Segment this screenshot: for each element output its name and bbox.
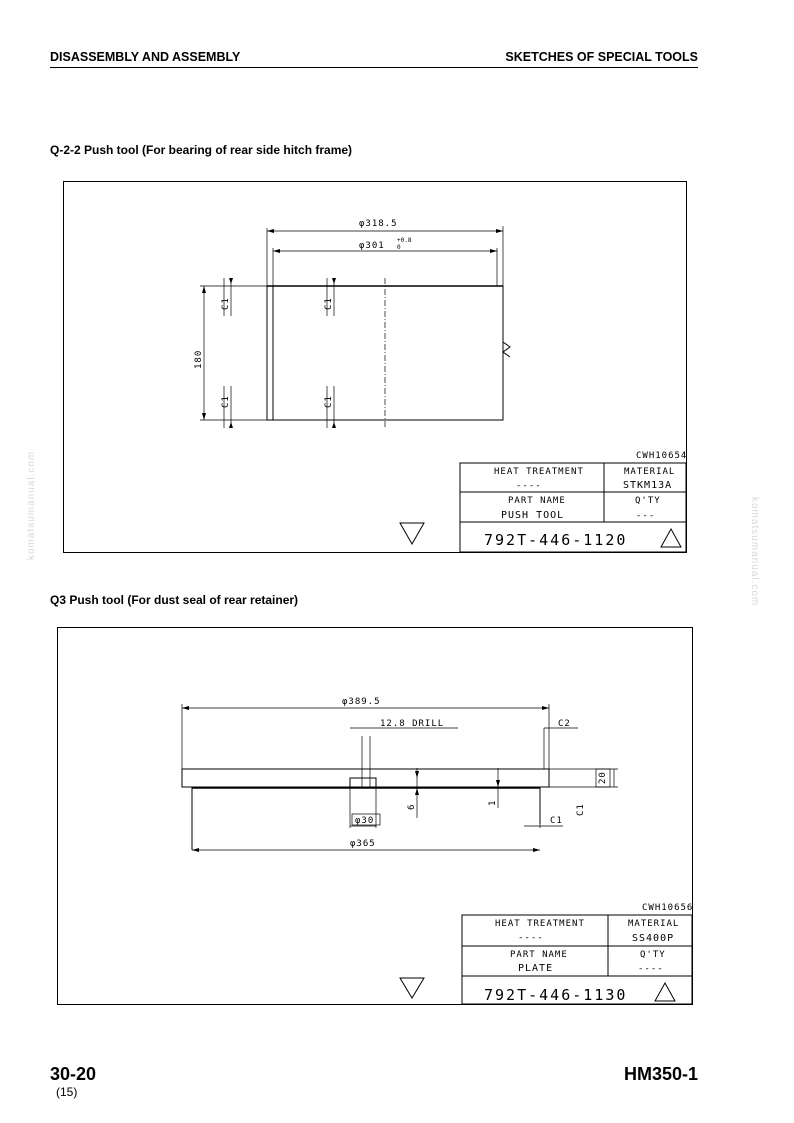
header-section-title: DISASSEMBLY AND ASSEMBLY: [50, 50, 241, 64]
tool1-partname-value: PUSH TOOL: [501, 510, 565, 521]
tool1-chamfer-br: C1: [324, 395, 334, 408]
tool1-drawing: [64, 182, 688, 554]
tool2-thickness: 20: [598, 771, 608, 784]
tool2-drawing-no: CWH10656: [642, 903, 694, 913]
tool2-step6: 6: [407, 803, 417, 810]
tool1-chamfer-bl: C1: [221, 395, 231, 408]
tool1-chamfer-tl: C1: [221, 297, 231, 310]
tool2-material-value: SS400P: [632, 933, 675, 944]
tool1-chamfer-tr: C1: [324, 297, 334, 310]
header-chapter-title: SKETCHES OF SPECIAL TOOLS: [505, 50, 698, 64]
tool2-material-label: MATERIAL: [628, 919, 680, 929]
tool2-bore-dia: φ30: [355, 816, 375, 826]
tool2-outer-dia: φ389.5: [342, 697, 381, 707]
tool2-chamfer2: C2: [558, 719, 571, 729]
tool1-inner-tol-lower: 0: [397, 244, 401, 251]
tool2-part-number: 792T-446-1130: [484, 986, 628, 1004]
tool2-drill: 12.8 DRILL: [380, 719, 445, 729]
tool1-material-label: MATERIAL: [624, 467, 676, 477]
tool2-drawing-frame: [57, 627, 693, 1005]
tool1-drawing-frame: [63, 181, 687, 553]
tool2-heat-value: ----: [518, 933, 544, 943]
tool1-inner-tol-upper: +0.8: [397, 237, 412, 244]
tool2-partname-value: PLATE: [518, 963, 554, 974]
tool2-chamfer1-v: C1: [576, 803, 586, 816]
tool2-qty-value: ----: [638, 964, 664, 974]
watermark-right: komatsumanual.com: [749, 497, 760, 607]
tool1-outer-dia: φ318.5: [359, 219, 398, 229]
tool1-part-number: 792T-446-1120: [484, 531, 628, 549]
header-rule: [50, 67, 698, 68]
tool2-heat-label: HEAT TREATMENT: [495, 919, 585, 929]
tool1-drawing-no: CWH10654: [636, 451, 688, 461]
tool2-chamfer1: C1: [550, 816, 563, 826]
watermark-left: komatsumanual.com: [26, 450, 37, 560]
tool2-qty-label: Q'TY: [640, 950, 666, 960]
tool1-material-value: STKM13A: [623, 480, 673, 491]
tool1-length: 180: [194, 349, 204, 369]
tool1-revision-triangle-icon: [661, 529, 681, 547]
model-name: HM350-1: [623, 1064, 698, 1084]
page-revision: (15): [56, 1085, 78, 1099]
tool2-partname-label: PART NAME: [510, 950, 568, 960]
tool1-qty-value: ---: [636, 511, 656, 521]
tool1-heat-value: ----: [516, 481, 542, 491]
tool2-surface-finish-icon: [400, 978, 424, 998]
tool1-partname-label: PART NAME: [508, 496, 566, 506]
tool1-heading: Q-2-2 Push tool (For bearing of rear side hitch frame): [50, 143, 353, 157]
tool2-drawing: [58, 628, 694, 1006]
tool1-surface-finish-icon: [400, 523, 424, 544]
tool2-revision-triangle-icon: [655, 983, 675, 1001]
tool2-boss-dia: φ365: [350, 839, 376, 849]
tool2-step1: 1: [488, 799, 498, 806]
tool2-heading: Q3 Push tool (For dust seal of rear retainer): [50, 593, 299, 607]
tool1-heat-label: HEAT TREATMENT: [494, 467, 584, 477]
page-number: 30-20: [50, 1064, 97, 1084]
tool1-inner-dia: φ301: [359, 241, 385, 251]
tool1-qty-label: Q'TY: [635, 496, 661, 506]
